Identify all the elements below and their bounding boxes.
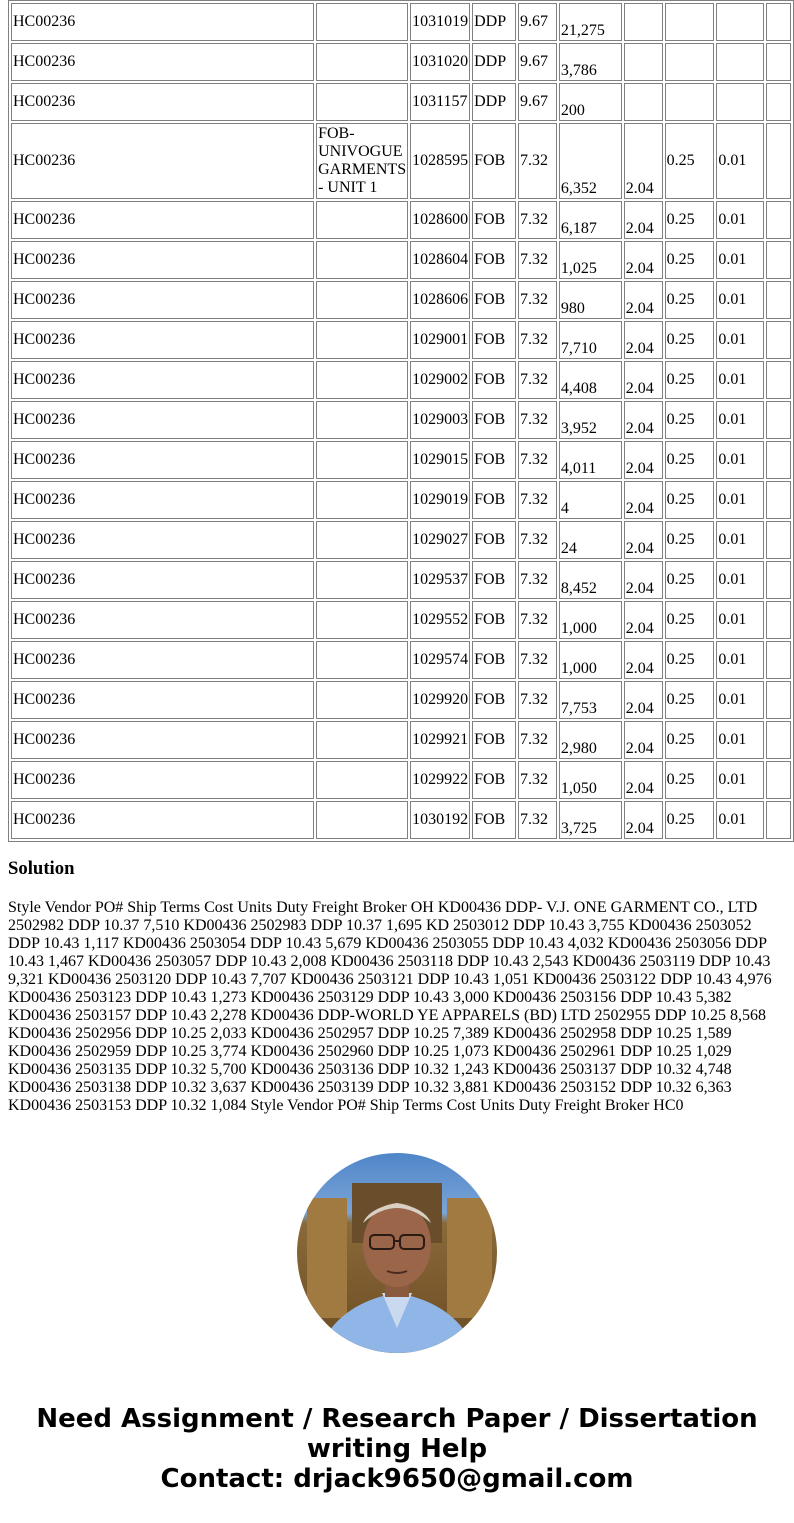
style-cell: HC00236 (11, 801, 314, 839)
style-cell: HC00236 (11, 481, 314, 519)
ship-terms-cell: FOB (472, 401, 516, 439)
units-cell: 3,952 (559, 401, 622, 439)
freight-cell: 0.25 (665, 201, 715, 239)
style-cell: HC00236 (11, 641, 314, 679)
freight-cell: 0.25 (665, 761, 715, 799)
oh-cell (766, 401, 791, 439)
oh-cell (766, 43, 791, 81)
cost-cell: 7.32 (518, 241, 557, 279)
po-number-cell: 1031019 (410, 3, 470, 41)
cta-line-1: Need Assignment / Research Paper / Dissertation (36, 1404, 758, 1434)
vendor-cell (316, 83, 408, 121)
table-row (11, 83, 791, 121)
table-row (11, 401, 791, 439)
cost-cell: 7.32 (518, 761, 557, 799)
oh-cell (766, 721, 791, 759)
cost-cell: 7.32 (518, 281, 557, 319)
style-cell: HC00236 (11, 123, 314, 199)
broker-cell: 0.01 (716, 441, 764, 479)
freight-cell: 0.25 (665, 281, 715, 319)
vendor-cell (316, 241, 408, 279)
vendor-cell (316, 481, 408, 519)
ship-terms-cell: FOB (472, 681, 516, 719)
po-number-cell: 1031157 (410, 83, 470, 121)
broker-cell: 0.01 (716, 561, 764, 599)
table-row (11, 43, 791, 81)
cost-cell: 9.67 (518, 3, 557, 41)
table-row (11, 201, 791, 239)
style-cell: HC00236 (11, 43, 314, 81)
oh-cell (766, 561, 791, 599)
table-row (11, 721, 791, 759)
duty-cell: 2.04 (624, 361, 663, 399)
po-number-cell: 1029574 (410, 641, 470, 679)
ship-terms-cell: FOB (472, 241, 516, 279)
freight-cell: 0.25 (665, 681, 715, 719)
broker-cell: 0.01 (716, 401, 764, 439)
freight-cell: 0.25 (665, 441, 715, 479)
broker-cell: 0.01 (716, 241, 764, 279)
freight-cell: 0.25 (665, 481, 715, 519)
units-cell: 4,011 (559, 441, 622, 479)
freight-cell: 0.25 (665, 241, 715, 279)
table-row (11, 441, 791, 479)
oh-cell (766, 481, 791, 519)
duty-cell (624, 3, 663, 41)
duty-cell: 2.04 (624, 281, 663, 319)
broker-cell: 0.01 (716, 681, 764, 719)
vendor-cell (316, 721, 408, 759)
oh-cell (766, 281, 791, 319)
units-cell: 4,408 (559, 361, 622, 399)
oh-cell (766, 83, 791, 121)
ship-terms-cell: DDP (472, 3, 516, 41)
cost-cell: 7.32 (518, 123, 557, 199)
table-row (11, 761, 791, 799)
freight-cell (665, 83, 715, 121)
table-row (11, 521, 791, 559)
freight-cell: 0.25 (665, 361, 715, 399)
duty-cell: 2.04 (624, 521, 663, 559)
units-cell: 1,025 (559, 241, 622, 279)
vendor-cell (316, 361, 408, 399)
cost-cell: 7.32 (518, 801, 557, 839)
po-number-cell: 1029537 (410, 561, 470, 599)
ship-terms-cell: FOB (472, 481, 516, 519)
units-cell: 8,452 (559, 561, 622, 599)
broker-cell (716, 3, 764, 41)
table-row (11, 281, 791, 319)
table-row (11, 641, 791, 679)
po-number-cell: 1028604 (410, 241, 470, 279)
table-row (11, 3, 791, 41)
cost-cell: 7.32 (518, 561, 557, 599)
cta-contact-email[interactable]: Contact: drjack9650@gmail.com (160, 1464, 634, 1494)
po-number-cell: 1028595 (410, 123, 470, 199)
vendor-cell (316, 3, 408, 41)
po-number-cell: 1029002 (410, 361, 470, 399)
cost-cell: 9.67 (518, 43, 557, 81)
ship-terms-cell: DDP (472, 43, 516, 81)
style-cell: HC00236 (11, 321, 314, 359)
po-number-cell: 1029003 (410, 401, 470, 439)
oh-cell (766, 201, 791, 239)
po-number-cell: 1028600 (410, 201, 470, 239)
duty-cell: 2.04 (624, 761, 663, 799)
po-number-cell: 1029920 (410, 681, 470, 719)
cost-cell: 7.32 (518, 441, 557, 479)
freight-cell: 0.25 (665, 721, 715, 759)
duty-cell: 2.04 (624, 241, 663, 279)
vendor-cell (316, 43, 408, 81)
vendor-cell (316, 641, 408, 679)
vendor-cell (316, 761, 408, 799)
duty-cell: 2.04 (624, 801, 663, 839)
vendor-cell (316, 801, 408, 839)
ship-terms-cell: FOB (472, 721, 516, 759)
broker-cell (716, 83, 764, 121)
vendor-cell (316, 321, 408, 359)
freight-cell: 0.25 (665, 601, 715, 639)
po-number-cell: 1029015 (410, 441, 470, 479)
oh-cell (766, 241, 791, 279)
ship-terms-cell: FOB (472, 441, 516, 479)
po-number-cell: 1029027 (410, 521, 470, 559)
duty-cell: 2.04 (624, 561, 663, 599)
cost-cell: 7.32 (518, 201, 557, 239)
cost-cell: 7.32 (518, 681, 557, 719)
duty-cell: 2.04 (624, 481, 663, 519)
ship-terms-cell: FOB (472, 521, 516, 559)
vendor-cell (316, 401, 408, 439)
duty-cell: 2.04 (624, 441, 663, 479)
style-cell: HC00236 (11, 681, 314, 719)
broker-cell: 0.01 (716, 361, 764, 399)
broker-cell: 0.01 (716, 521, 764, 559)
duty-cell: 2.04 (624, 721, 663, 759)
broker-cell: 0.01 (716, 721, 764, 759)
oh-cell (766, 801, 791, 839)
oh-cell (766, 3, 791, 41)
oh-cell (766, 321, 791, 359)
author-avatar (297, 1153, 497, 1353)
units-cell: 7,710 (559, 321, 622, 359)
vendor-cell (316, 201, 408, 239)
table-row (11, 321, 791, 359)
ship-terms-cell: FOB (472, 281, 516, 319)
duty-cell: 2.04 (624, 641, 663, 679)
po-number-cell: 1028606 (410, 281, 470, 319)
cost-cell: 7.32 (518, 481, 557, 519)
table-row (11, 601, 791, 639)
units-cell: 1,000 (559, 601, 622, 639)
duty-cell: 2.04 (624, 201, 663, 239)
ship-terms-cell: FOB (472, 761, 516, 799)
ship-terms-cell: FOB (472, 641, 516, 679)
oh-cell (766, 441, 791, 479)
units-cell: 7,753 (559, 681, 622, 719)
cost-cell: 9.67 (518, 83, 557, 121)
table-row (11, 361, 791, 399)
duty-cell: 2.04 (624, 601, 663, 639)
duty-cell (624, 83, 663, 121)
units-cell: 200 (559, 83, 622, 121)
freight-cell (665, 43, 715, 81)
freight-cell: 0.25 (665, 801, 715, 839)
ship-terms-cell: FOB (472, 201, 516, 239)
freight-cell: 0.25 (665, 123, 715, 199)
vendor-cell (316, 441, 408, 479)
style-cell: HC00236 (11, 241, 314, 279)
duty-cell: 2.04 (624, 401, 663, 439)
broker-cell: 0.01 (716, 281, 764, 319)
po-number-cell: 1029019 (410, 481, 470, 519)
broker-cell: 0.01 (716, 321, 764, 359)
oh-cell (766, 521, 791, 559)
ship-terms-cell: FOB (472, 361, 516, 399)
units-cell: 6,352 (559, 123, 622, 199)
po-number-cell: 1029552 (410, 601, 470, 639)
vendor-cell (316, 681, 408, 719)
units-cell: 21,275 (559, 3, 622, 41)
duty-cell: 2.04 (624, 681, 663, 719)
units-cell: 3,725 (559, 801, 622, 839)
style-cell: HC00236 (11, 281, 314, 319)
broker-cell: 0.01 (716, 201, 764, 239)
po-table (8, 0, 794, 842)
ship-terms-cell: FOB (472, 123, 516, 199)
units-cell: 4 (559, 481, 622, 519)
style-cell: HC00236 (11, 601, 314, 639)
duty-cell (624, 43, 663, 81)
broker-cell: 0.01 (716, 801, 764, 839)
table-row (11, 681, 791, 719)
units-cell: 980 (559, 281, 622, 319)
freight-cell: 0.25 (665, 321, 715, 359)
po-table-body (11, 3, 791, 839)
ship-terms-cell: FOB (472, 561, 516, 599)
broker-cell: 0.01 (716, 481, 764, 519)
oh-cell (766, 601, 791, 639)
ship-terms-cell: FOB (472, 601, 516, 639)
table-row (11, 801, 791, 839)
freight-cell: 0.25 (665, 401, 715, 439)
oh-cell (766, 641, 791, 679)
style-cell: HC00236 (11, 3, 314, 41)
freight-cell: 0.25 (665, 641, 715, 679)
cost-cell: 7.32 (518, 321, 557, 359)
vendor-cell (316, 601, 408, 639)
author-photo-icon (297, 1153, 497, 1353)
units-cell: 1,050 (559, 761, 622, 799)
style-cell: HC00236 (11, 521, 314, 559)
style-cell: HC00236 (11, 561, 314, 599)
po-number-cell: 1029921 (410, 721, 470, 759)
ship-terms-cell: FOB (472, 321, 516, 359)
po-number-cell: 1031020 (410, 43, 470, 81)
cta-line-2: writing Help (306, 1434, 488, 1464)
style-cell: HC00236 (11, 361, 314, 399)
vendor-cell (316, 281, 408, 319)
style-cell: HC00236 (11, 201, 314, 239)
ship-terms-cell: DDP (472, 83, 516, 121)
broker-cell: 0.01 (716, 123, 764, 199)
duty-cell: 2.04 (624, 123, 663, 199)
style-cell: HC00236 (11, 441, 314, 479)
units-cell: 3,786 (559, 43, 622, 81)
units-cell: 24 (559, 521, 622, 559)
solution-text: Style Vendor PO# Ship Terms Cost Units Duty Freight Broker OH KD00436 DDP- V.J. ONE GARMENT CO., LTD 2502982 DDP 10.37 7,510 KD00436 2502983 DDP 10.37 1,695 KD 2503012 DDP 10.43 3,755 KD00436 2503052 DDP 10.43 1,117 KD00436 2503054 DDP 10.43 5,679 KD00436 2503055 DDP 10.43 4,032 KD00436 2503056 DDP 10.43 1,467 KD00436 2503057 DDP 10.43 2,008 KD00436 2503118 DDP 10.43 2,543 KD00436 2503119 DDP 10.43 9,321 KD00436 2503120 DDP 10.43 7,707 KD00436 2503121 DDP 10.43 1,051 KD00436 2503122 DDP 10.43 4,976 KD00436 2503123 DDP 10.43 1,273 KD00436 2503129 DDP 10.43 3,000 KD00436 2503156 DDP 10.43 5,382 KD00436 2503157 DDP 10.43 2,278 KD00436 DDP-WORLD YE APPARELS (BD) LTD 2502955 DDP 10.25 8,568 KD00436 2502956 DDP 10.25 2,033 KD00436 2502957 DDP 10.25 7,389 KD00436 2502958 DDP 10.25 1,589 KD00436 2502959 DDP 10.25 3,774 KD00436 2502960 DDP 10.25 1,073 KD00436 2502961 DDP 10.25 1,029 KD00436 2503135 DDP 10.32 5,700 KD00436 2503136 DDP 10.32 1,243 KD00436 2503137 DDP 10.32 4,748 KD00436 2503138 DDP 10.32 3,637 KD00436 2503139 DDP 10.32 3,881 KD00436 2503152 DDP 10.32 6,363 KD00436 2503153 DDP 10.32 1,084 Style Vendor PO# Ship Terms Cost Units Duty Freight Broker HC0 (8, 899, 772, 1114)
units-cell: 6,187 (559, 201, 622, 239)
broker-cell (716, 43, 764, 81)
table-row (11, 241, 791, 279)
contact-banner (0, 1404, 794, 1494)
oh-cell (766, 761, 791, 799)
oh-cell (766, 123, 791, 199)
cost-cell: 7.32 (518, 641, 557, 679)
style-cell: HC00236 (11, 721, 314, 759)
cost-cell: 7.32 (518, 361, 557, 399)
table-row (11, 123, 791, 199)
ship-terms-cell: FOB (472, 801, 516, 839)
vendor-cell: FOB-UNIVOGUE GARMENTS - UNIT 1 (316, 123, 408, 199)
style-cell: HC00236 (11, 761, 314, 799)
units-cell: 1,000 (559, 641, 622, 679)
po-number-cell: 1030192 (410, 801, 470, 839)
cost-cell: 7.32 (518, 401, 557, 439)
table-row (11, 481, 791, 519)
po-number-cell: 1029001 (410, 321, 470, 359)
vendor-cell (316, 521, 408, 559)
broker-cell: 0.01 (716, 601, 764, 639)
freight-cell: 0.25 (665, 521, 715, 559)
duty-cell: 2.04 (624, 321, 663, 359)
table-row (11, 561, 791, 599)
cost-cell: 7.32 (518, 721, 557, 759)
oh-cell (766, 361, 791, 399)
style-cell: HC00236 (11, 401, 314, 439)
cost-cell: 7.32 (518, 521, 557, 559)
po-number-cell: 1029922 (410, 761, 470, 799)
freight-cell: 0.25 (665, 561, 715, 599)
oh-cell (766, 681, 791, 719)
vendor-cell (316, 561, 408, 599)
freight-cell (665, 3, 715, 41)
solution-heading: Solution (8, 858, 75, 879)
cost-cell: 7.32 (518, 601, 557, 639)
style-cell: HC00236 (11, 83, 314, 121)
broker-cell: 0.01 (716, 641, 764, 679)
units-cell: 2,980 (559, 721, 622, 759)
broker-cell: 0.01 (716, 761, 764, 799)
